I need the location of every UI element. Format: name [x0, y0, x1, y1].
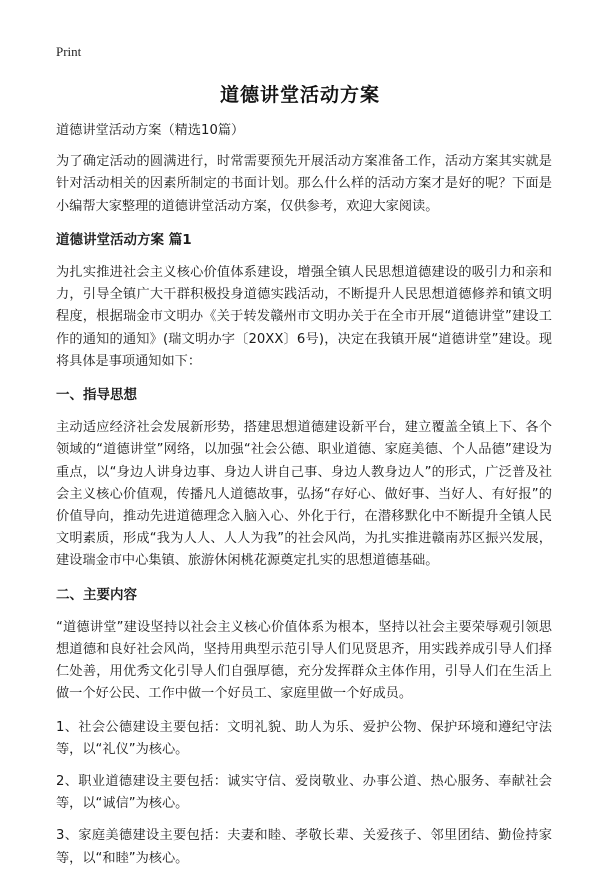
document-body	[56, 120, 552, 880]
list-item: 1、社会公德建设主要包括：文明礼貌、助人为乐、爱护公物、保护环境和遵纪守法等，以“礼仪”为核心。	[56, 719, 552, 757]
article-intro-paragraph: 为扎实推进社会主义核心价值体系建设，增强全镇人民思想道德建设的吸引力和亲和力，引导全镇广大干群积极投身道德实践活动，不断提升人民思想道德修养和镇文明程度，根据瑞金市文明办《关于转发赣州市文明办关于在全市开展“道德讲堂”建设工作的通知的通知》(瑞文明办字〔20XX〕6号)，决定在我镇开展“道德讲堂”建设。现将具体是事项通知如下：	[56, 265, 552, 369]
article-heading: 道德讲堂活动方案 篇1	[56, 231, 192, 248]
document-title: 道德讲堂活动方案	[219, 84, 380, 106]
list-item: 3、家庭美德建设主要包括：夫妻和睦、孝敬长辈、关爱孩子、邻里团结、勤俭持家等，以“和睦”为核心。	[56, 828, 552, 866]
section-body-main-content: “道德讲堂”建设坚持以社会主义核心价值体系为根本，坚持以社会主要荣辱观引领思想道德和良好社会风尚，坚持用典型示范引导人们见贤思齐，用实践养成引导人们择仁处善，用优秀文化引导人们自强厚德，充分发挥群众主体作用，引导人们在生活上做一个好公民、工作中做一个好员工、家庭里做一个好成员。	[56, 619, 552, 702]
print-link[interactable]: Print	[56, 44, 82, 59]
section-body-guiding-ideology: 主动适应经济社会发展新形势，搭建思想道德建设新平台，建立覆盖全镇上下、各个领域的“道德讲堂”网络，以加强“社会公德、职业道德、家庭美德、个人品德”建设为重点，以“身边人讲身边事、身边人讲自己事、身边人教身边人”的形式，广泛普及社会主义核心价值观，传播凡人道德故事，弘扬“存好心、做好事、当好人、有好报”的价值导向，推动先进道德理念入脑入心、外化于行，在潜移默化中不断提升全镇人民文明素质，形成“我为人人、人人为我”的社会风尚，为扎实推进赣南苏区振兴发展，建设瑞金市中心集镇、旅游休闲桃花源奠定扎实的思想道德基础。	[56, 420, 552, 569]
section-heading-guiding-ideology: 一、指导思想	[56, 387, 137, 404]
intro-paragraph: 为了确定活动的圆满进行，时常需要预先开展活动方案准备工作，活动方案其实就是针对活动相关的因素所制定的书面计划。那么什么样的活动方案才是好的呢？下面是小编帮大家整理的道德讲堂活动方案，仅供参考，欢迎大家阅读。	[56, 154, 552, 214]
list-item: 2、职业道德建设主要包括：诚实守信、爱岗敬业、办事公道、热心服务、奉献社会等，以“诚信”为核心。	[56, 774, 552, 812]
section-heading-main-content: 二、主要内容	[56, 586, 137, 603]
document-subtitle: 道德讲堂活动方案（精选10篇）	[56, 123, 245, 138]
